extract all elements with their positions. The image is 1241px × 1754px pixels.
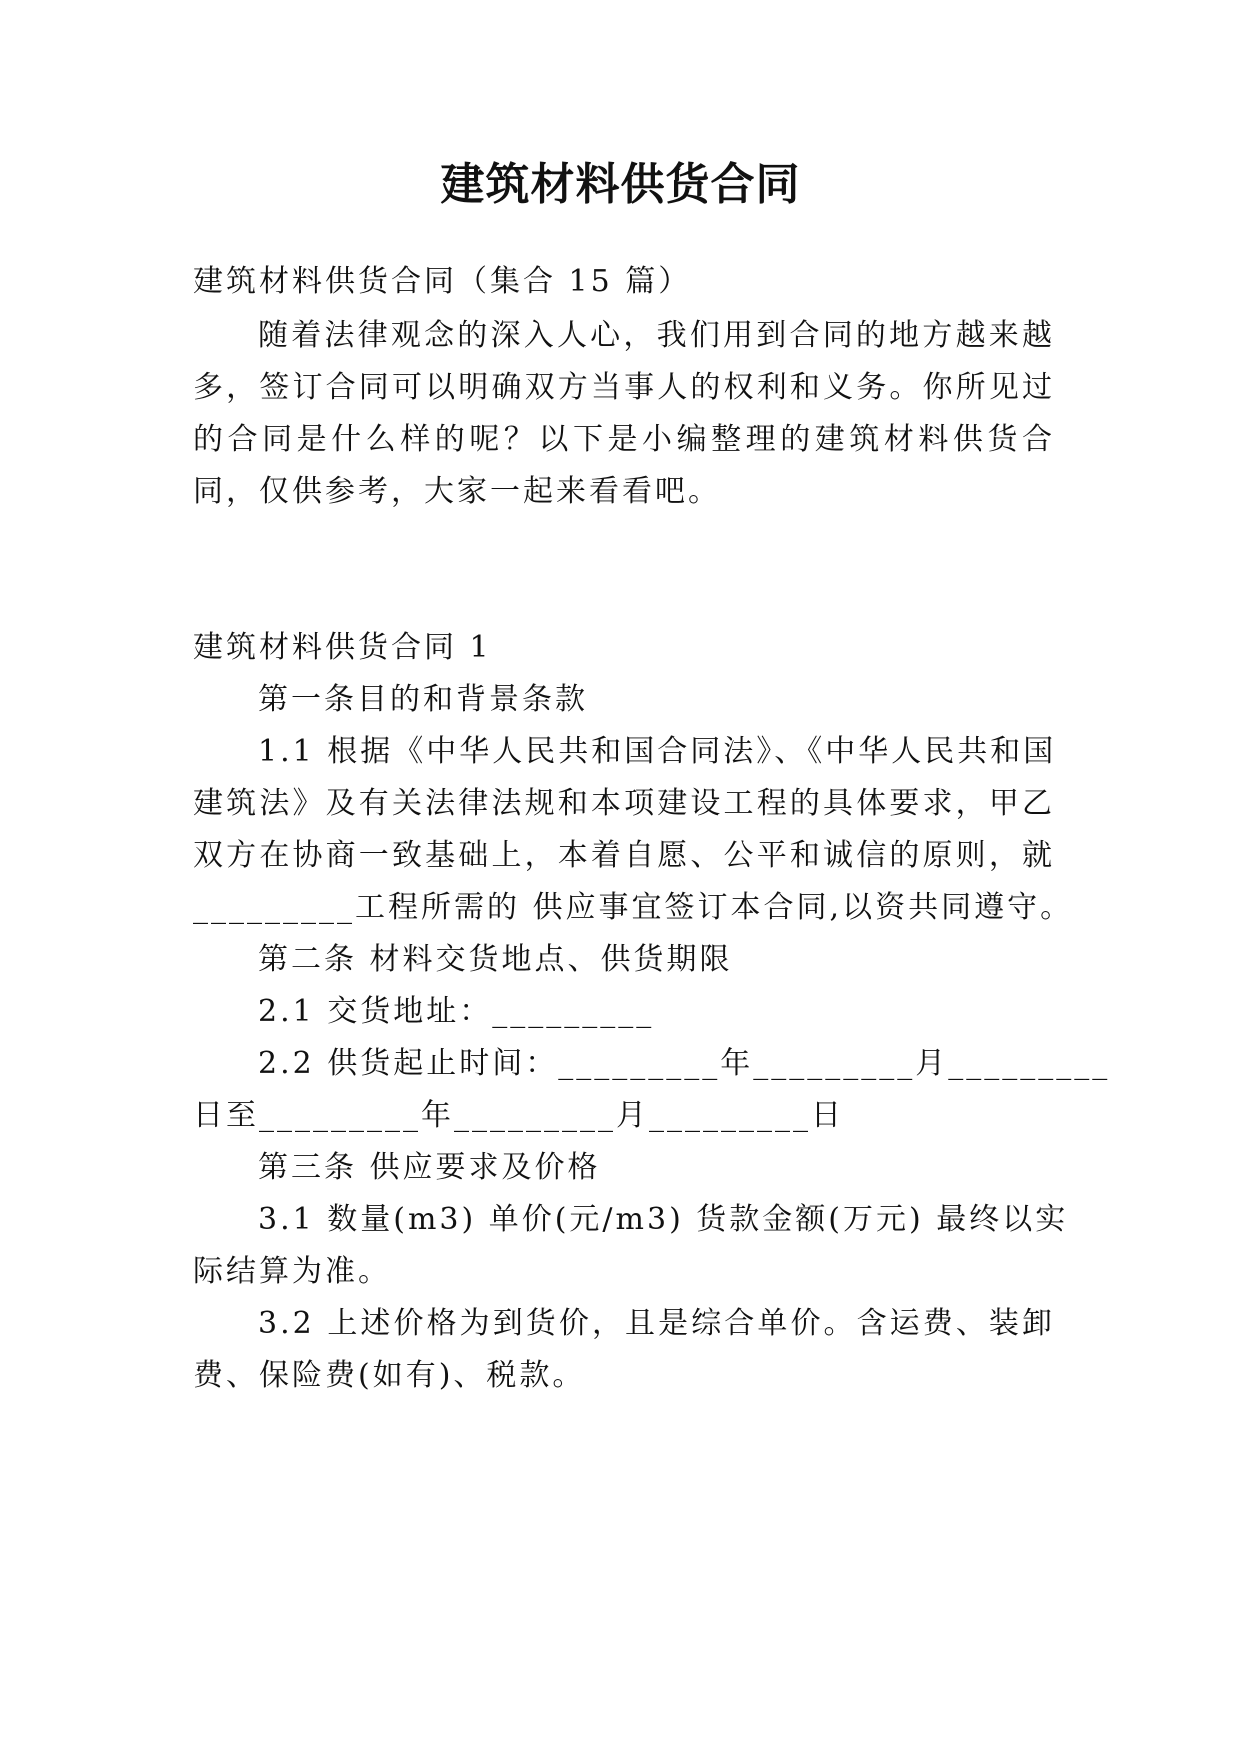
clause-3-1-line-2: 际结算为准。 — [193, 1254, 391, 1289]
intro-line-4: 同，仅供参考，大家一起来看看吧。 — [193, 474, 721, 509]
section-title: 建筑材料供货合同 1 — [193, 630, 492, 665]
clause-2-1: 2.1 交货地址：_________ — [258, 994, 655, 1029]
clause-3-1-line-1: 3.1 数量(m3) 单价(元/m3) 货款金额(万元) 最终以实 — [258, 1202, 1069, 1237]
article-2-heading: 第二条 材料交货地点、供货期限 — [258, 942, 733, 977]
clause-2-2-line-2: 日至_________年_________月_________日 — [193, 1098, 844, 1133]
intro-line-1: 随着法律观念的深入人心，我们用到合同的地方越来越 — [258, 318, 1055, 353]
clause-1-1-line-3: 双方在协商一致基础上，本着自愿、公平和诚信的原则，就 — [193, 838, 1055, 873]
document-title: 建筑材料供货合同 — [440, 159, 801, 210]
article-1-heading: 第一条目的和背景条款 — [258, 682, 588, 717]
clause-1-1-line-4: _________工程所需的 供应事宜签订本合同,以资共同遵守。 — [193, 890, 1074, 925]
clause-2-2-line-1: 2.2 供货起止时间：_________年_________月_________ — [258, 1046, 1111, 1081]
clause-3-2-line-2: 费、保险费(如有)、税款。 — [193, 1358, 586, 1393]
document-subtitle: 建筑材料供货合同（集合 15 篇） — [193, 264, 692, 299]
intro-line-3: 的合同是什么样的呢？以下是小编整理的建筑材料供货合 — [193, 422, 1055, 457]
clause-1-1-line-1: 1.1 根据《中华人民共和国合同法》、《中华人民共和国 — [258, 734, 1057, 769]
article-3-heading: 第三条 供应要求及价格 — [258, 1150, 601, 1185]
clause-3-2-line-1: 3.2 上述价格为到货价，且是综合单价。含运费、装卸 — [258, 1306, 1055, 1341]
clause-1-1-line-2: 建筑法》及有关法律法规和本项建设工程的具体要求，甲乙 — [193, 786, 1055, 821]
intro-line-2: 多，签订合同可以明确双方当事人的权利和义务。你所见过 — [193, 370, 1055, 405]
